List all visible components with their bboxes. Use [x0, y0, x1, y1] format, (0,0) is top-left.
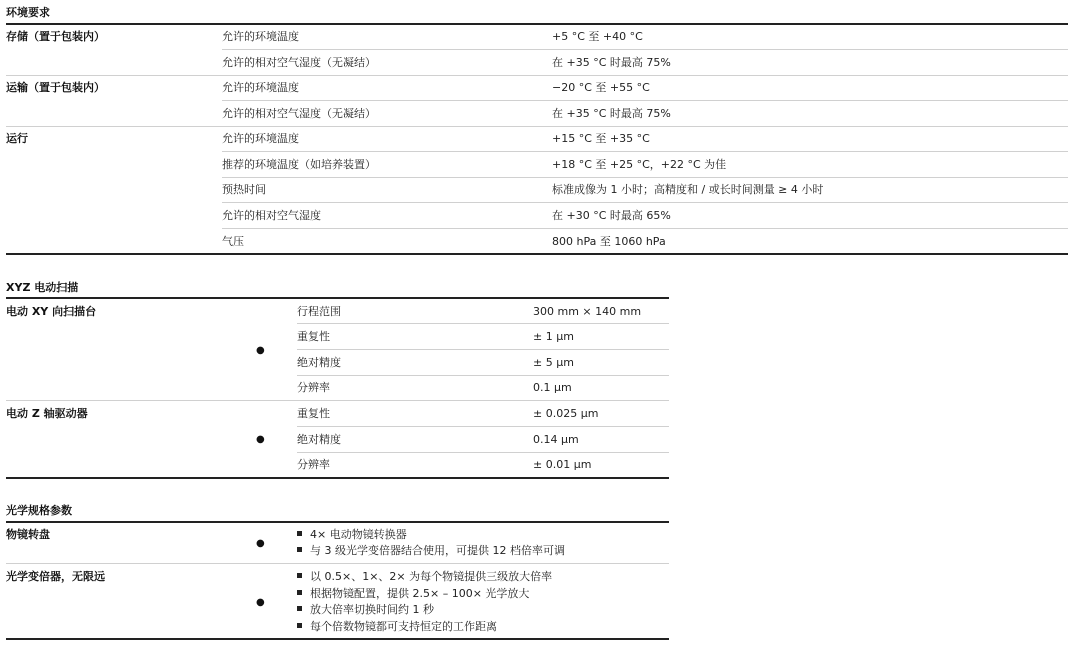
section-title-xyz: XYZ 电动扫描	[6, 281, 79, 294]
group-divider	[6, 563, 669, 564]
param-label: 绝对精度	[297, 356, 341, 369]
param-label: 允许的相对空气湿度（无凝结）	[222, 107, 376, 120]
param-value: 在 +35 °C 时最高 75%	[552, 56, 671, 69]
section-title-environment: 环境要求	[6, 6, 50, 19]
param-label: 分辨率	[297, 381, 330, 394]
param-label: 允许的环境温度	[222, 81, 299, 94]
section-rule	[6, 297, 669, 299]
square-bullet-icon	[297, 590, 302, 595]
param-value: 300 mm × 140 mm	[533, 305, 642, 318]
group-label-z-drive: 电动 Z 轴驱动器	[6, 407, 88, 420]
group-label-optical-zoom: 光学变倍器，无限远	[6, 570, 105, 583]
row-divider	[297, 375, 669, 376]
param-label: 允许的相对空气湿度	[222, 209, 321, 222]
bullet-item: 每个倍数物镜都可支持恒定的工作距离	[297, 620, 497, 634]
param-value: +18 °C 至 +25 °C，+22 °C 为佳	[552, 158, 727, 171]
param-value: ± 0.01 µm	[533, 458, 592, 471]
row-divider	[222, 100, 1068, 101]
param-value: 在 +35 °C 时最高 75%	[552, 107, 671, 120]
square-bullet-icon	[297, 573, 302, 578]
group-divider	[6, 400, 669, 401]
param-label: 重复性	[297, 407, 330, 420]
section-rule	[6, 23, 1068, 25]
bullet-item: 以 0.5×、1×、2× 为每个物镜提供三级放大倍率	[297, 570, 552, 584]
bullet-item: 放大倍率切换时间约 1 秒	[297, 603, 434, 617]
section-end-rule	[6, 638, 669, 640]
square-bullet-icon	[297, 531, 302, 536]
param-label: 绝对精度	[297, 433, 341, 446]
group-label-operation: 运行	[6, 132, 28, 145]
param-value: 0.1 µm	[533, 381, 572, 394]
row-divider	[297, 452, 669, 453]
param-value: 标准成像为 1 小时；高精度和 / 或长时间测量 ≥ 4 小时	[552, 183, 824, 196]
section-rule	[6, 521, 669, 523]
section-end-rule	[6, 477, 669, 479]
param-label: 预热时间	[222, 183, 266, 196]
row-divider	[222, 49, 1068, 50]
param-label: 允许的相对空气湿度（无凝结）	[222, 56, 376, 69]
param-value: 在 +30 °C 时最高 65%	[552, 209, 671, 222]
param-value: ± 1 µm	[533, 330, 574, 343]
square-bullet-icon	[297, 547, 302, 552]
bullet-dot: ●	[256, 434, 265, 445]
group-label-transport: 运输（置于包装内）	[6, 81, 105, 94]
param-label: 允许的环境温度	[222, 132, 299, 145]
row-divider	[222, 177, 1068, 178]
bullet-dot: ●	[256, 345, 265, 356]
section-title-optics: 光学规格参数	[6, 504, 72, 517]
param-label: 推荐的环境温度（如培养装置）	[222, 158, 376, 171]
param-label: 分辨率	[297, 458, 330, 471]
param-value: ± 0.025 µm	[533, 407, 599, 420]
param-value: 800 hPa 至 1060 hPa	[552, 235, 666, 248]
param-label: 行程范围	[297, 305, 341, 318]
bullet-dot: ●	[256, 597, 265, 608]
row-divider	[222, 151, 1068, 152]
param-value: ± 5 µm	[533, 356, 574, 369]
group-label-xy-stage: 电动 XY 向扫描台	[6, 305, 97, 318]
param-value: +5 °C 至 +40 °C	[552, 30, 643, 43]
param-value: −20 °C 至 +55 °C	[552, 81, 650, 94]
row-divider	[222, 202, 1068, 203]
row-divider	[297, 349, 669, 350]
bullet-item: 根据物镜配置，提供 2.5× – 100× 光学放大	[297, 587, 529, 601]
group-divider	[6, 126, 1068, 127]
row-divider	[297, 426, 669, 427]
param-label: 气压	[222, 235, 244, 248]
param-value: 0.14 µm	[533, 433, 579, 446]
row-divider	[297, 323, 669, 324]
param-label: 允许的环境温度	[222, 30, 299, 43]
param-value: +15 °C 至 +35 °C	[552, 132, 650, 145]
group-divider	[6, 75, 1068, 76]
bullet-item: 与 3 级光学变倍器结合使用，可提供 12 档倍率可调	[297, 544, 565, 558]
group-label-nosepiece: 物镜转盘	[6, 528, 50, 541]
square-bullet-icon	[297, 606, 302, 611]
square-bullet-icon	[297, 623, 302, 628]
param-label: 重复性	[297, 330, 330, 343]
bullet-dot: ●	[256, 538, 265, 549]
bullet-item: 4× 电动物镜转换器	[297, 528, 407, 542]
row-divider	[222, 228, 1068, 229]
section-end-rule	[6, 253, 1068, 255]
group-label-storage: 存储（置于包装内）	[6, 30, 105, 43]
